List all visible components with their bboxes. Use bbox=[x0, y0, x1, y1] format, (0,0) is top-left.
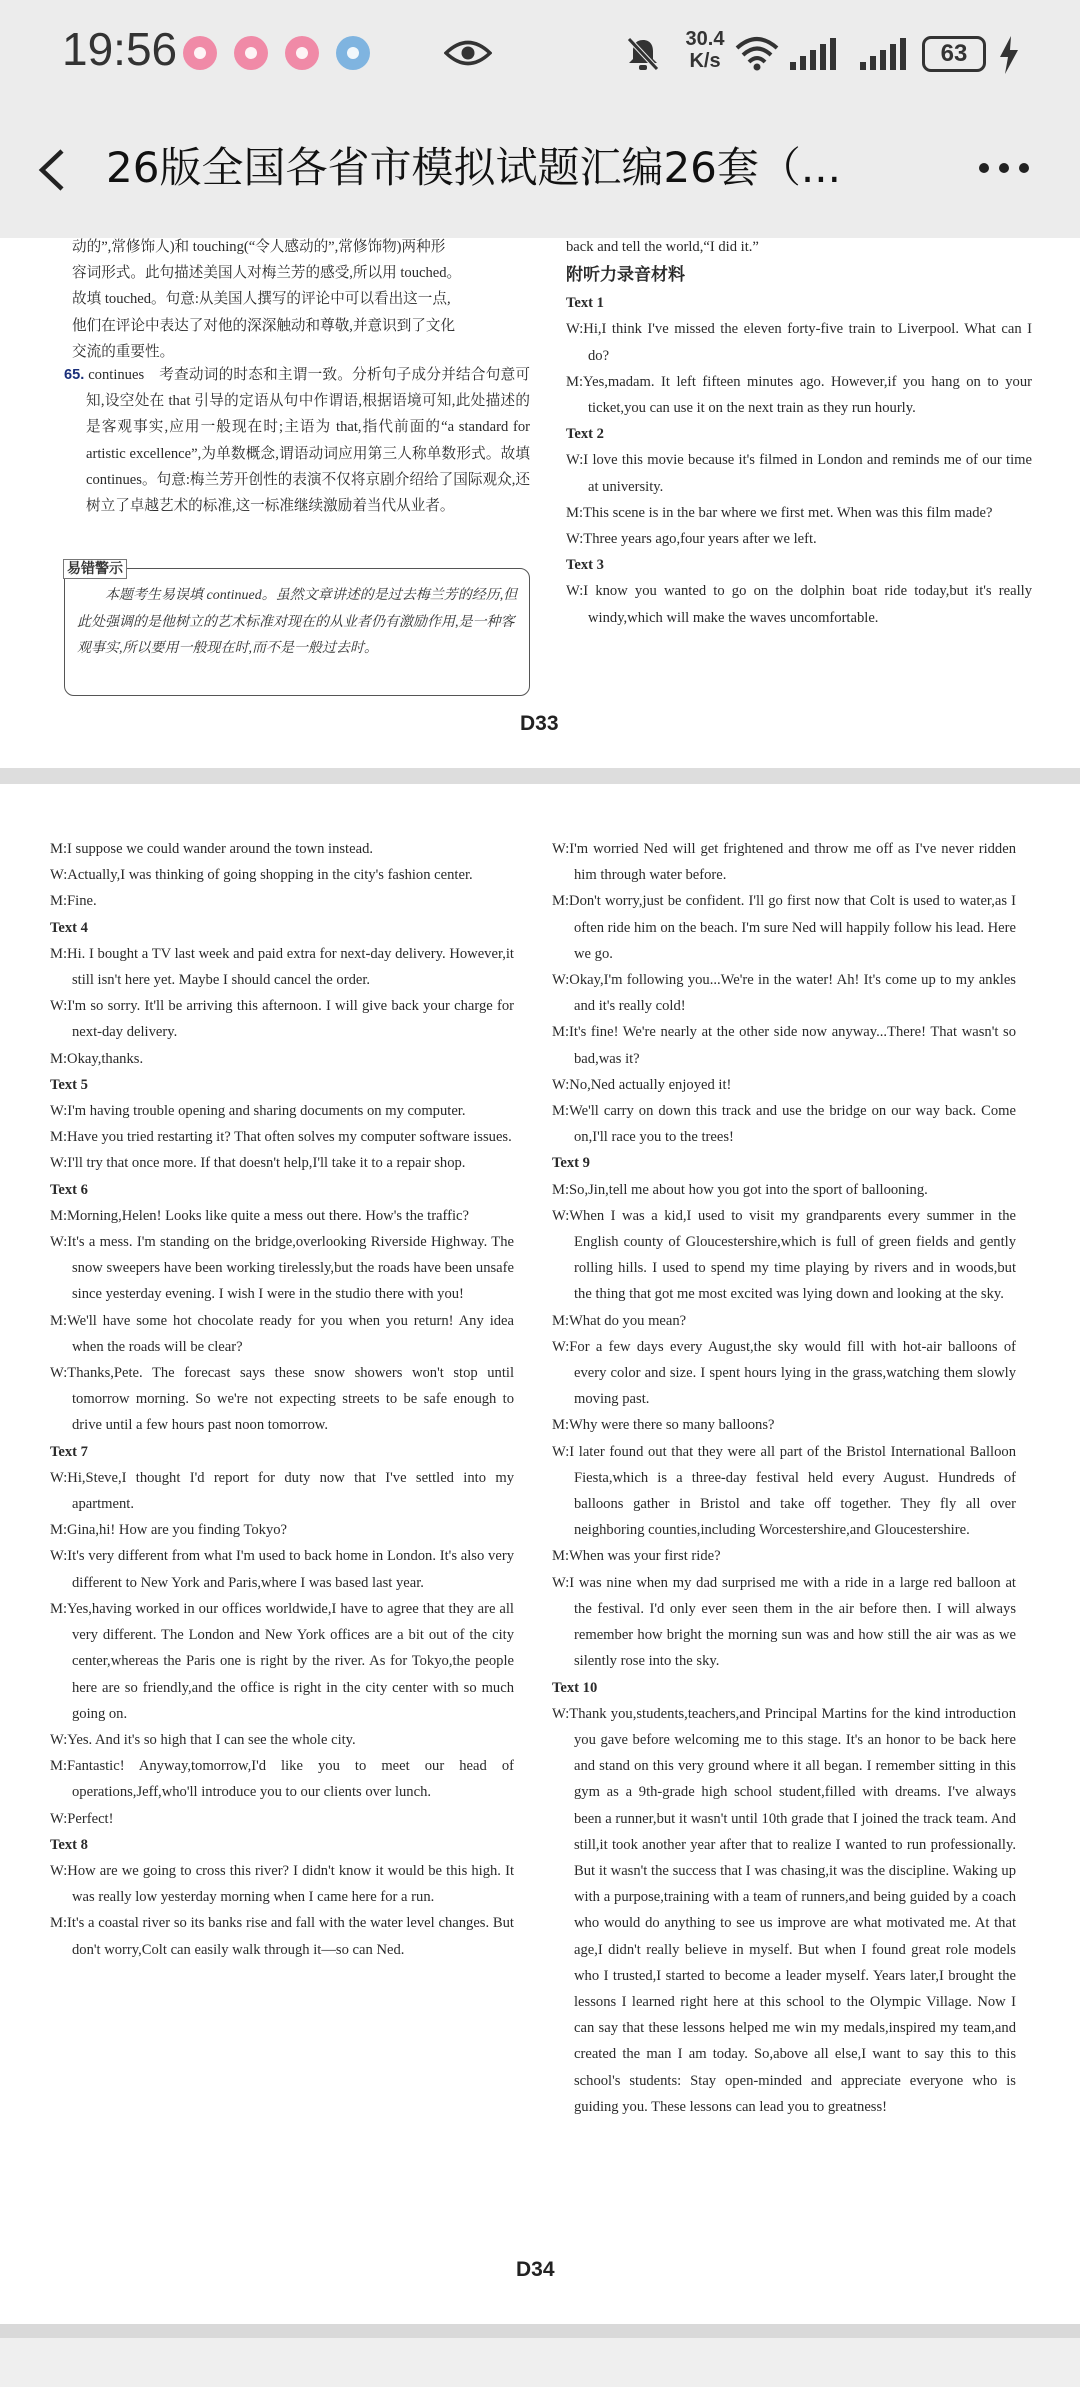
dialogue-line: M:Don't worry,just be confident. I'll go first now that Colt is used to water,as I often ride him on the beach. I'm sure Ned will happily follow his lead. Here we go. bbox=[552, 893, 1016, 962]
answer-65 bbox=[64, 362, 530, 519]
text-line: 交流的重要性。 bbox=[72, 343, 175, 360]
warning-label: 易错警示 bbox=[63, 559, 127, 579]
section-title: 附听力录音材料 bbox=[566, 265, 685, 286]
dialogue-line: W:I'm worried Ned will get frightened and throw me off as I've never ridden him through water before. bbox=[552, 841, 1016, 884]
dialogue-line: W:Okay,I'm following you...We're in the water! Ah! It's come up to my ankles and it's really cold! bbox=[552, 972, 1016, 1015]
text-title: Text 2 bbox=[566, 426, 604, 443]
text-title: Text 1 bbox=[566, 295, 604, 312]
dialogue-line: W:Thank you,students,teachers,and Principal Martins for the kind introduction you gave before welcoming me to this stage. It's an honor to be back here and stand on this very ground where it all began. I remember sitting in this gym as a 9th-grade high school student,filled with dreams. I've always been a runner,but it wasn't until 10th grade that I joined the track team. And still,it took another year after that to realize I wanted to run professionally. But it wasn't the success that I was chasing,it was the discipline. Waking up with a purpose,training with a team of runners,and being guided by a coach who would do anything to see us improve are what motivated me. At that age,I didn't really believe in myself. But when I found great role models who I trusted,I started to become a leader myself. Years later,I brought the lessons I learned right here at this school to the Olympic Village. Now I can say that these lessons helped me win my medals,inspired my team,and created the man I am today. So,above all else,I want to say this to this school's students: Stay open-minded and appreciate everyone who is guiding you. These lessons can lead you to greatness! bbox=[552, 1705, 1016, 2115]
dialogue-line: W:I know you wanted to go on the dolphin boat ride today,but it's really windy,which will make the waves uncomfortable. bbox=[566, 583, 1032, 626]
page1-right-column bbox=[566, 234, 1032, 631]
dialogue-line: W:I later found out that they were all part of the Bristol International Balloon Fiesta,which is a three-day festival held every August. Hundreds of balloons gather in Bristol and take off together. They fly all over neighboring counties,including Worcestershire,and Gloucestershire. bbox=[552, 1443, 1016, 1539]
battery-icon: 63 bbox=[922, 36, 986, 72]
answer-65-paragraph bbox=[64, 362, 530, 519]
text-title: Text 8 bbox=[50, 1836, 88, 1853]
document-title: 26版全国各省市模拟试题汇编26套（... bbox=[106, 143, 841, 192]
document-page-d34 bbox=[0, 784, 1080, 2324]
dialogue-line: W:Hi,Steve,I thought I'd report for duty now that I've settled into my apartment. bbox=[50, 1469, 514, 1513]
dialogue-line: M:Fantastic! Anyway,tomorrow,I'd like you to meet our head of operations,Jeff,who'll introduce you to our clients over lunch. bbox=[50, 1758, 514, 1801]
dialogue-line: W:For a few days every August,the sky would fill with hot-air balloons of every color and size. I spent hours lying in the grass,watching them slowly moving past. bbox=[552, 1338, 1016, 1408]
page-separator bbox=[0, 768, 1080, 784]
dialogue-line: M:We'll carry on down this track and use the bridge on our way back. Come on,I'll race you to the trees! bbox=[552, 1103, 1016, 1146]
dialogue-line: W:Hi,I think I've missed the eleven forty-five train to Liverpool. What can I do? bbox=[566, 321, 1032, 364]
text-title: Text 4 bbox=[50, 919, 88, 936]
dialogue-line: M:It's fine! We're nearly at the other side now anyway...There! That wasn't so bad,was it? bbox=[552, 1024, 1016, 1067]
text-title: Text 7 bbox=[50, 1443, 88, 1460]
dialogue-line: M:Yes,having worked in our offices worldwide,I have to agree that they are all very different. The London and New York offices are a bit out of the city center,whereas the Paris one is right by the river. As for Tokyo,the people here are so friendly,and the office is right in the city center with so much going on. bbox=[50, 1600, 514, 1722]
dialogue-line: M:Fine. bbox=[50, 893, 97, 910]
dialogue-line: W:I'm so sorry. It'll be arriving this afternoon. I will give back your charge for next-day delivery. bbox=[50, 998, 514, 1041]
signal-icon bbox=[860, 38, 910, 70]
dialogue-line: M:Have you tried restarting it? That often solves my computer software issues. bbox=[50, 1129, 512, 1146]
dialogue-line: W:Three years ago,four years after we left. bbox=[566, 531, 817, 548]
network-speed-unit: K/s bbox=[689, 50, 721, 72]
more-icon[interactable] bbox=[976, 160, 1032, 176]
text-title: Text 3 bbox=[566, 557, 604, 574]
text-line: 容词形式。此句描述美国人对梅兰芳的感受,所以用 touched。 bbox=[72, 265, 462, 282]
dialogue-line: M:We'll have some hot chocolate ready for you when you return! Any idea when the roads will be clear? bbox=[50, 1312, 514, 1355]
status-time: 19:56 bbox=[62, 23, 178, 75]
text-line: 他们在评论中表达了对他的深深触动和尊敬,并意识到了文化 bbox=[72, 317, 456, 334]
notification-icon bbox=[234, 36, 268, 70]
page-number: D34 bbox=[516, 2258, 555, 2281]
text-title: Text 9 bbox=[552, 1155, 590, 1172]
question-number: 65. bbox=[64, 367, 85, 383]
text-line: 故填 touched。句意:从美国人撰写的评论中可以看出这一点, bbox=[72, 291, 451, 308]
dialogue-line: M:Why were there so many balloons? bbox=[552, 1417, 775, 1434]
dialogue-line: W:Actually,I was thinking of going shopping in the city's fashion center. bbox=[50, 867, 473, 884]
document-page-d33 bbox=[0, 238, 1080, 768]
dialogue-line: W:It's a mess. I'm standing on the bridge,overlooking Riverside Highway. The snow sweepers have been working tirelessly,but the roads have been unsafe since yesterday evening. I wish I were in the studio there with you! bbox=[50, 1234, 514, 1303]
status-bar bbox=[0, 0, 1080, 100]
signal-icon bbox=[790, 38, 840, 70]
charging-icon bbox=[998, 36, 1020, 74]
dialogue-line: M:Okay,thanks. bbox=[50, 1050, 144, 1067]
page-number: D33 bbox=[520, 712, 559, 735]
text-title: Text 6 bbox=[50, 1181, 88, 1198]
text-line: 动的”,常修饰人)和 touching(“令人感动的”,常修饰物)两种形 bbox=[72, 239, 446, 255]
text-title: Text 5 bbox=[50, 1076, 88, 1093]
dialogue-line: W:I was nine when my dad surprised me with a ride in a large red balloon at the festival. I'd only ever seen them in the air before then. I will always remember how bright the morning sun was and how still the air was as we silently rose into the sky. bbox=[552, 1574, 1016, 1670]
mute-icon bbox=[626, 36, 660, 72]
dialogue-line: M:I suppose we could wander around the town instead. bbox=[50, 841, 374, 857]
app-header bbox=[0, 100, 1080, 238]
wifi-icon bbox=[734, 36, 780, 72]
answer-65-text: continues 考查动词的时态和主谓一致。分析句子成分并结合句意可知,设空处在 that 引导的定语从句中作谓语,根据语境可知,此处描述的是客观事实,应用一般现在时;主语为 that,指代前面的“a standard for artistic excellence”,为单数概念,谓语动词应用第三人称单数形式。故填 continues。句意:梅兰芳开创性的表演不仅将京剧介绍给了国际观众,还树立了卓越艺术的标准,这一标准继续激励着当代从业者。 bbox=[86, 367, 530, 515]
eye-icon bbox=[444, 38, 492, 68]
page1-left-column bbox=[72, 234, 530, 365]
notification-icon bbox=[183, 36, 217, 70]
dialogue-line: M:This scene is in the bar where we first met. When was this film made? bbox=[566, 504, 993, 521]
dialogue-line: W:Thanks,Pete. The forecast says these snow showers won't stop until tomorrow morning. So we're not expecting streets to be safe enough to drive until a few hours past noon tomorrow. bbox=[50, 1365, 514, 1434]
dialogue-line: M:So,Jin,tell me about how you got into the sport of ballooning. bbox=[552, 1181, 928, 1198]
network-speed-value: 30.4 bbox=[685, 28, 725, 50]
error-warning-box bbox=[64, 561, 530, 696]
dialogue-line: M:What do you mean? bbox=[552, 1312, 687, 1329]
bottom-separator bbox=[0, 2324, 1080, 2338]
dialogue-line: M:Morning,Helen! Looks like quite a mess out there. How's the traffic? bbox=[50, 1207, 469, 1224]
dialogue-line: M:It's a coastal river so its banks rise and fall with the water level changes. But don't worry,Colt can easily walk through it—so can Ned. bbox=[50, 1915, 514, 1958]
dialogue-line: W:I'm having trouble opening and sharing documents on my computer. bbox=[50, 1103, 466, 1120]
network-speed bbox=[674, 28, 736, 72]
text-line: back and tell the world,“I did it.” bbox=[566, 239, 759, 255]
chevron-left-icon[interactable] bbox=[36, 148, 66, 192]
dialogue-line: M:Hi. I bought a TV last week and paid extra for next-day delivery. However,it still isn't here yet. Maybe I should cancel the order. bbox=[50, 945, 514, 989]
dialogue-line: M:Yes,madam. It left fifteen minutes ago. However,if you hang on to your ticket,you can use it on the next train as they run hourly. bbox=[566, 373, 1032, 417]
dialogue-line: W:I'll try that once more. If that doesn't help,I'll take it to a repair shop. bbox=[50, 1155, 466, 1172]
dialogue-line: W:I love this movie because it's filmed in London and reminds me of our time at university. bbox=[566, 452, 1032, 495]
notification-icon bbox=[336, 36, 370, 70]
dialogue-line: W:It's very different from what I'm used to back home in London. It's also very different to New York and Paris,where I was based last year. bbox=[50, 1548, 514, 1591]
dialogue-line: M:Gina,hi! How are you finding Tokyo? bbox=[50, 1522, 288, 1539]
page2-left-column bbox=[50, 836, 514, 1963]
notification-icon bbox=[285, 36, 319, 70]
text-title: Text 10 bbox=[552, 1679, 598, 1696]
dialogue-line: W:Perfect! bbox=[50, 1810, 114, 1827]
dialogue-line: W:No,Ned actually enjoyed it! bbox=[552, 1076, 732, 1093]
dialogue-line: W:How are we going to cross this river? I didn't know it would be this high. It was really low yesterday morning when I came here for a run. bbox=[50, 1862, 514, 1906]
dialogue-line: M:When was your first ride? bbox=[552, 1548, 721, 1565]
page2-right-column bbox=[552, 836, 1016, 2120]
dialogue-line: W:Yes. And it's so high that I can see the whole city. bbox=[50, 1731, 356, 1748]
warning-text: 本题考生易误填 continued。虽然文章讲述的是过去梅兰芳的经历,但此处强调的是他树立的艺术标准对现在的从业者仍有激励作用,是一种客观事实,所以要用一般现在时,而不是一般过去时。 bbox=[77, 588, 518, 656]
dialogue-line: W:When I was a kid,I used to visit my grandparents every summer in the English county of Gloucestershire,which is full of green fields and gently rolling hills. I used to spend my time playing by rivers and in woods,but the thing that got me most excited was lying down and looking at the sky. bbox=[552, 1207, 1016, 1303]
